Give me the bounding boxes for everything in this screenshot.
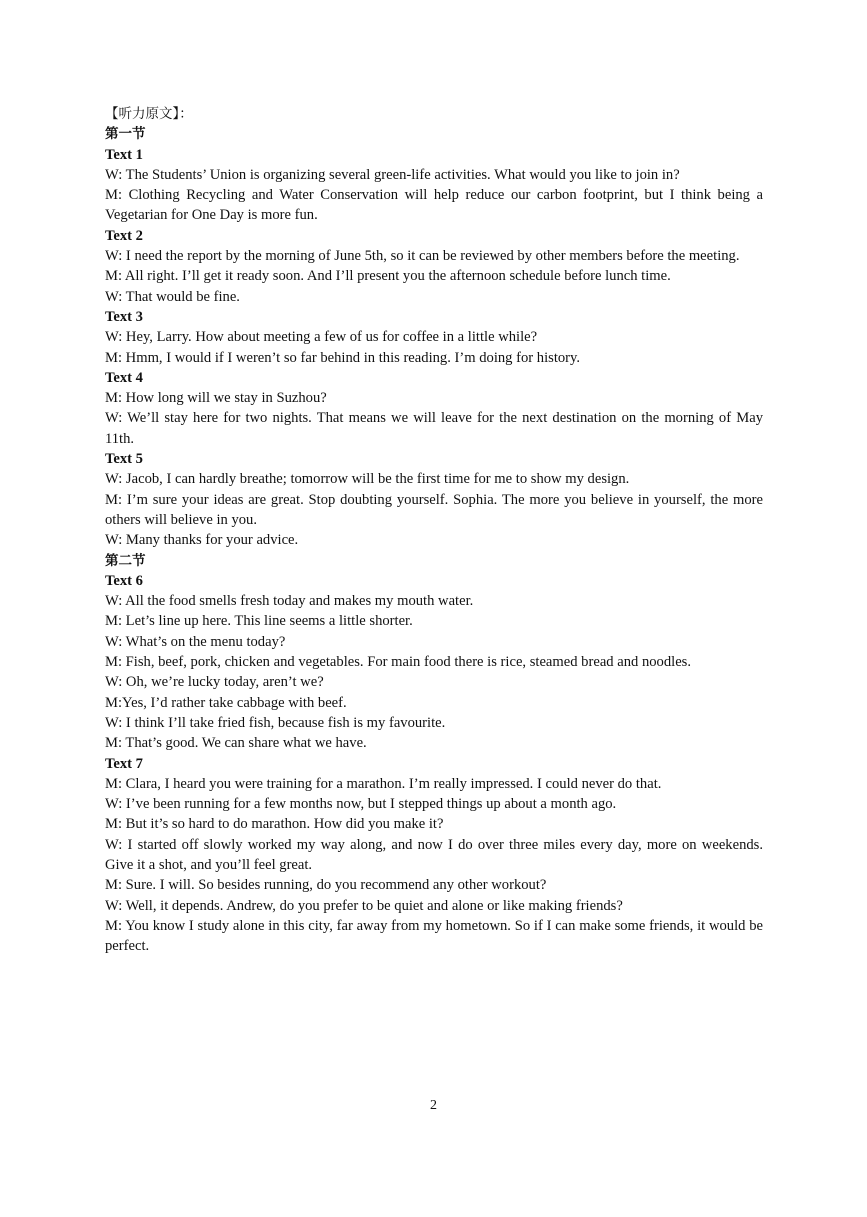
text-6-title: Text 6 — [105, 572, 143, 589]
text-5-line-1: W: Jacob, I can hardly breathe; tomorrow will be the first time for me to show my design. — [105, 471, 630, 488]
text-7-line-6: W: Well, it depends. Andrew, do you prefer to be quiet and alone or like making friends? — [105, 897, 623, 914]
text-3-line-1: W: Hey, Larry. How about meeting a few of us for coffee in a little while? — [105, 329, 538, 346]
text-3-line-2: M: Hmm, I would if I weren’t so far behind in this reading. I’m doing for history. — [105, 349, 581, 366]
text-4-line-1: M: How long will we stay in Suzhou? — [105, 390, 327, 407]
transcript-header: 【听力原文】： — [105, 106, 193, 122]
text-2-line-3: W: That would be fine. — [105, 288, 240, 305]
text-2-line-2: M: All right. I’ll get it ready soon. And I’ll present you the afternoon schedule before lunch time. — [105, 268, 671, 285]
text-1-title: Text 1 — [105, 146, 143, 163]
text-6-line-3: W: What’s on the menu today? — [105, 633, 286, 650]
text-4-title: Text 4 — [105, 369, 143, 386]
text-5-title: Text 5 — [105, 451, 143, 468]
section-2-title: 第二节 — [105, 552, 146, 569]
text-6-line-1: W: All the food smells fresh today and makes my mouth water. — [105, 593, 474, 610]
page-number: 2 — [430, 1098, 437, 1113]
text-6-line-7: W: I think I’ll take fried fish, because fish is my favourite. — [105, 714, 446, 731]
text-7-line-3: M: But it’s so hard to do marathon. How did you make it? — [105, 816, 444, 833]
section-1-title: 第一节 — [105, 126, 146, 143]
text-7-line-5: M: Sure. I will. So besides running, do you recommend any other workout? — [105, 877, 547, 894]
text-2-title: Text 2 — [105, 227, 143, 244]
text-7-line-4: W: I started off slowly worked my way along, and now I do over three miles every day, more on weekends. Give it a shot, and you’ll feel great. — [105, 836, 763, 873]
text-2-line-1: W: I need the report by the morning of June 5th, so it can be reviewed by other members before the meeting. — [105, 248, 740, 265]
text-1-line-1: W: The Students’ Union is organizing several green-life activities. What would you like to join in? — [105, 166, 680, 183]
text-7-line-7: M: You know I study alone in this city, far away from my hometown. So if I can make some friends, it would be perfect. — [105, 917, 763, 955]
text-6-line-4: M: Fish, beef, pork, chicken and vegetables. For main food there is rice, steamed bread and noodles. — [105, 654, 692, 671]
text-6-line-5: W: Oh, we’re lucky today, aren’t we? — [105, 674, 324, 691]
text-5-line-3: W: Many thanks for your advice. — [105, 532, 299, 549]
text-6-line-2: M: Let’s line up here. This line seems a little shorter. — [105, 613, 413, 630]
text-3-title: Text 3 — [105, 308, 143, 325]
text-7-line-1: M: Clara, I heard you were training for a marathon. I’m really impressed. I could never do that. — [105, 775, 662, 792]
text-7-line-2: W: I’ve been running for a few months now, but I stepped things up about a month ago. — [105, 796, 617, 813]
text-5-line-2: M: I’m sure your ideas are great. Stop doubting yourself. Sophia. The more you believe in yourself, the more others will believe in you. — [105, 491, 763, 528]
text-6-line-6: M:Yes, I’d rather take cabbage with beef. — [105, 694, 347, 711]
text-4-line-2: W: We’ll stay here for two nights. That means we will leave for the next destination on the morning of May 11th. — [105, 410, 763, 447]
text-7-title: Text 7 — [105, 755, 143, 772]
text-1-line-2: M: Clothing Recycling and Water Conservation will help reduce our carbon footprint, but I think being a Vegetarian for One Day is more fun. — [105, 187, 763, 224]
text-6-line-8: M: That’s good. We can share what we have. — [105, 735, 367, 752]
listening-transcript — [105, 104, 763, 956]
